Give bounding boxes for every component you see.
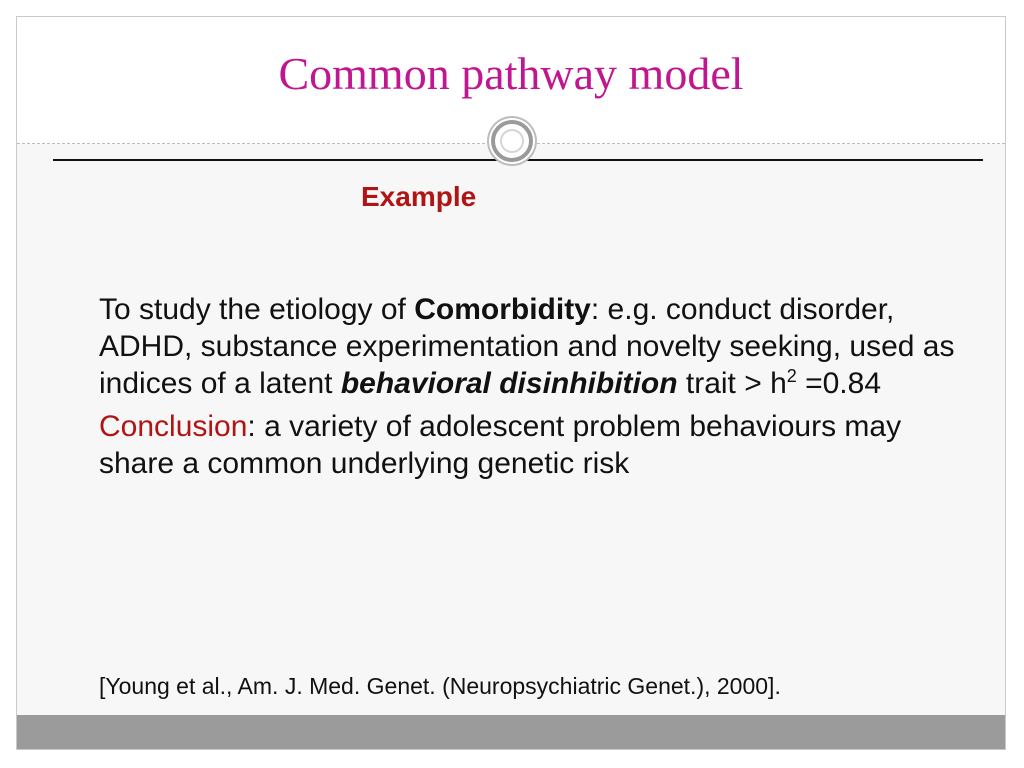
circle-ornament-icon [491, 120, 533, 162]
heritability-value: =0.84 [796, 367, 882, 400]
latent-trait-term: behavioral disinhibition [340, 367, 678, 400]
circle-ornament-inner [500, 129, 524, 153]
citation: [Young et al., Am. J. Med. Genet. (Neuropsychiatric Genet.), 2000]. [99, 673, 781, 699]
trait-heritability-text: trait > h [677, 367, 787, 400]
body-content [99, 291, 969, 482]
example-heading: Example [361, 181, 477, 212]
heritability-superscript: 2 [786, 366, 797, 386]
comorbidity-term: Comorbidity [414, 293, 591, 326]
study-intro: To study the etiology of [99, 293, 415, 326]
study-description: : e.g. conduct disorder, ADHD, substance experimentation and novelty seeking, used as indices of a latent [99, 293, 955, 400]
conclusion-paragraph [99, 408, 969, 482]
conclusion-text: : a variety of adolescent problem behaviours may share a common underlying genetic risk [99, 410, 902, 480]
slide-title: Common pathway model [278, 48, 744, 99]
conclusion-label: Conclusion [99, 410, 248, 443]
footer-bar [17, 715, 1005, 749]
slide [16, 16, 1006, 750]
study-paragraph [99, 291, 969, 402]
